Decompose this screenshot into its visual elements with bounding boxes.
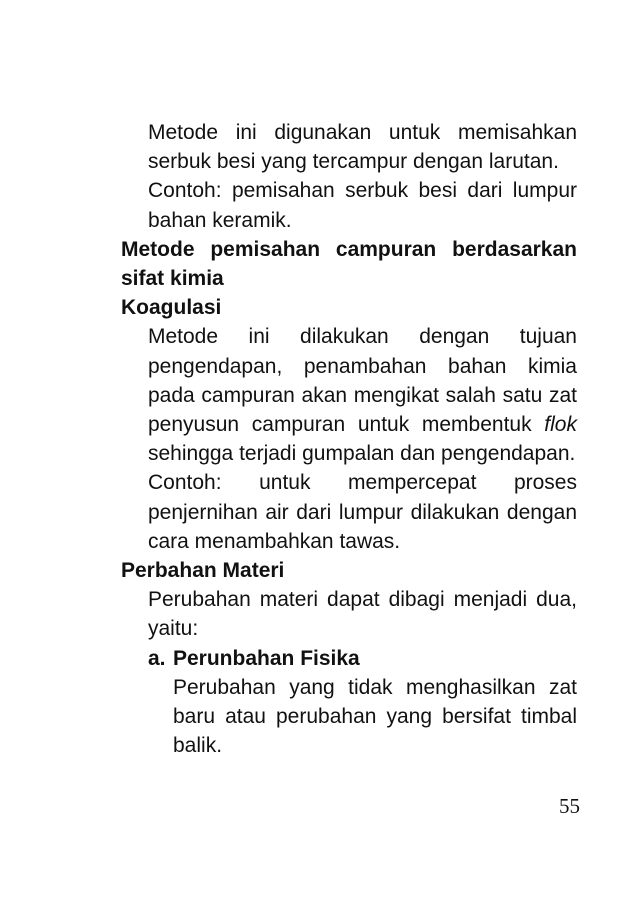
list-item-a-description: Perubahan yang tidak menghasilkan zat baru atau perubahan yang bersifat timbal balik. xyxy=(173,675,577,758)
koagulasi-description-part2: sehingga terjadi gumpalan dan pengendapan. xyxy=(148,442,576,466)
list-item-a-marker: a. xyxy=(148,646,166,670)
magnet-method-description: Metode ini digunakan untuk memisahkan serbuk besi yang tercampur dengan larutan. xyxy=(148,121,577,174)
page-body xyxy=(121,118,577,760)
heading-koagulasi: Koagulasi xyxy=(121,296,222,320)
perubahan-materi-intro: Perubahan materi dapat dibagi menjadi dua, yaitu: xyxy=(148,588,577,641)
page-number: 55 xyxy=(559,794,580,818)
koagulasi-description xyxy=(121,322,577,468)
heading-perubahan-materi: Perbahan Materi xyxy=(121,559,285,583)
koagulasi-description-part1: Metode ini dilakukan dengan tujuan pengendapan, penambahan bahan kimia pada campuran akan mengikat salah satu zat penyusun campuran untuk membentuk xyxy=(148,325,577,437)
list-item-a-heading xyxy=(121,644,577,673)
koagulasi-term-flok: flok xyxy=(544,413,577,437)
list-item-a-title: Perunbahan Fisika xyxy=(173,646,360,670)
section-heading-chemical-separation: Metode pemisahan campuran berdasarkan sifat kimia xyxy=(121,237,577,291)
koagulasi-example: Contoh: untuk mempercepat proses penjernihan air dari lumpur dilakukan dengan cara menambahkan tawas. xyxy=(148,471,577,553)
magnet-method-example: Contoh: pemisahan serbuk besi dari lumpur bahan keramik. xyxy=(148,179,577,232)
